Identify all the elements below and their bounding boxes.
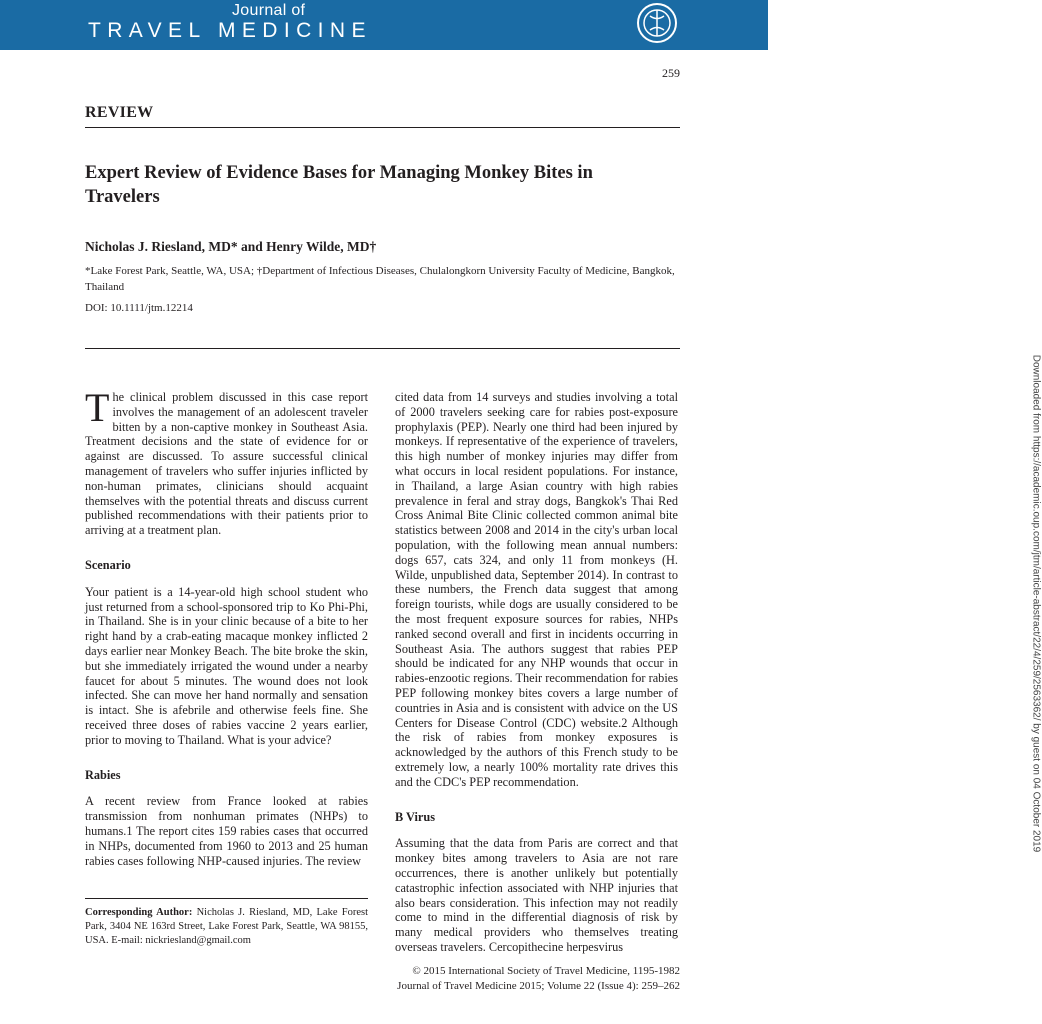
section-label: REVIEW (85, 104, 154, 121)
intro-text: he clinical problem discussed in this case report involves the management of an adolescent traveler bitten by a non-captive monkey in Southeast Asia. Treatment decisions and the state of evidence for or against are discussed. To assure successful clinical management of travelers who suffer injuries inflicted by non-human primates, clinicians should acquaint themselves with the potential threats and discuss current published recommendations with their patients prior to arriving at a treatment plan. (85, 390, 368, 538)
bvirus-heading: B Virus (395, 809, 435, 824)
drop-cap: T (85, 385, 110, 430)
page-number: 259 (662, 66, 680, 80)
journal-title: TRAVEL MEDICINE (88, 19, 372, 42)
column-right (395, 390, 678, 955)
journal-banner (0, 0, 768, 50)
society-logo-icon (636, 2, 678, 44)
rabies-continued-paragraph: cited data from 14 surveys and studies involving a total of 2000 travelers seeking care for rabies post-exposure prophylaxis (PEP). Nearly one third had been injured by monkeys. If representative of the experience of travelers, this high number of monkey injuries may differ from what occurs in local resident populations. For instance, in Thailand, a large Asian country with high rabies prevalence in feral and stray dogs, Bangkok's Thai Red Cross Animal Bite Clinic collected common animal bite statistics between 2008 and 2014 in the city's urban local population, with the following mean annual numbers: dogs 657, cats 324, and only 11 from monkeys (H. Wilde, unpublished data, September 2014). In contrast to these numbers, the French data suggest that among foreign tourists, while dogs are usually considered to be the most frequent exposure sources for rabies, NHPs ranked second overall and first in incidents occurring in Southeast Asia. The authors suggest that rabies PEP should be indicated for any NHP wounds that occur in rabies-enzootic regions. Their recommendation for rabies PEP following monkey bites covers a large number of countries in Asia and is consistent with advice on the US Centers for Disease Control (CDC) website.2 Although the risk of rabies from monkey exposures is acknowledged by the authors of this French study to be extremely low, a nearly 100% mortality rate drives this and the CDC's PEP recommendation. (395, 390, 678, 789)
footnote-rule (85, 898, 368, 899)
header-rule (85, 348, 680, 349)
bvirus-paragraph: Assuming that the data from Paris are correct and that monkey bites among travelers to Asia are not rare occurrences, there is another unlikely but potentially catastrophic infection associated with NHP injuries that also bears consideration. This infection may not readily come to mind in the differential diagnosis of risk by many medical providers who themselves treating overseas travelers. Cercopithecine herpesvirus (395, 836, 678, 954)
rabies-heading: Rabies (85, 767, 121, 782)
doi: DOI: 10.1111/jtm.12214 (85, 302, 193, 314)
citation-line: Journal of Travel Medicine 2015; Volume 22 (Issue 4): 259–262 (397, 980, 680, 992)
intro-paragraph (85, 385, 368, 538)
journal-name-small: Journal of (232, 2, 306, 19)
article-title: Expert Review of Evidence Bases for Managing Monkey Bites in Travelers (85, 163, 593, 207)
copyright-line: © 2015 International Society of Travel Medicine, 1195-1982 (412, 965, 680, 977)
download-watermark: Downloaded from https://academic.oup.com/jtm/article-abstract/22/4/259/2563362/ by guest on 04 October 2019 (1030, 354, 1042, 853)
corresponding-text: Nicholas J. Riesland, MD, Lake Forest Park, 3404 NE 163rd Street, Lake Forest Park, Seattle, WA 98155, USA. E-mail: nickriesland@gmail.com (85, 907, 369, 946)
affiliations: *Lake Forest Park, Seattle, WA, USA; †Department of Infectious Diseases, Chulalongkorn University Faculty of Medicine, Bangkok, Thailand (85, 265, 675, 293)
section-rule (85, 127, 680, 128)
authors: Nicholas J. Riesland, MD* and Henry Wilde, MD† (85, 239, 377, 254)
scenario-heading: Scenario (85, 557, 131, 572)
column-left (85, 385, 368, 868)
scenario-paragraph: Your patient is a 14-year-old high school student who just returned from a school-sponsored trip to Ko Phi-Phi, in Thailand. She is in your clinic because of a bite to her right hand by a crab-eating macaque monkey inflicted 2 days earlier near Monkey Beach. The bite broke the skin, but she immediately irrigated the wound under a nearby faucet for about 5 minutes. The wound does not look infected. She can move her hand normally and sensation is intact. She is afebrile and otherwise feels fine. She received three doses of rabies vaccine 2 years earlier, prior to moving to Thailand. What is your advice? (85, 584, 368, 747)
corresponding-author (85, 906, 368, 947)
corresponding-label: Corresponding Author: (85, 907, 193, 918)
rabies-paragraph: A recent review from France looked at rabies transmission from nonhuman primates (NHPs) to humans.1 The report cites 159 rabies cases that occurred in NHPs, documented from 1960 to 2013 and 25 human rabies cases following NHP-caused injuries. The review (85, 794, 368, 868)
